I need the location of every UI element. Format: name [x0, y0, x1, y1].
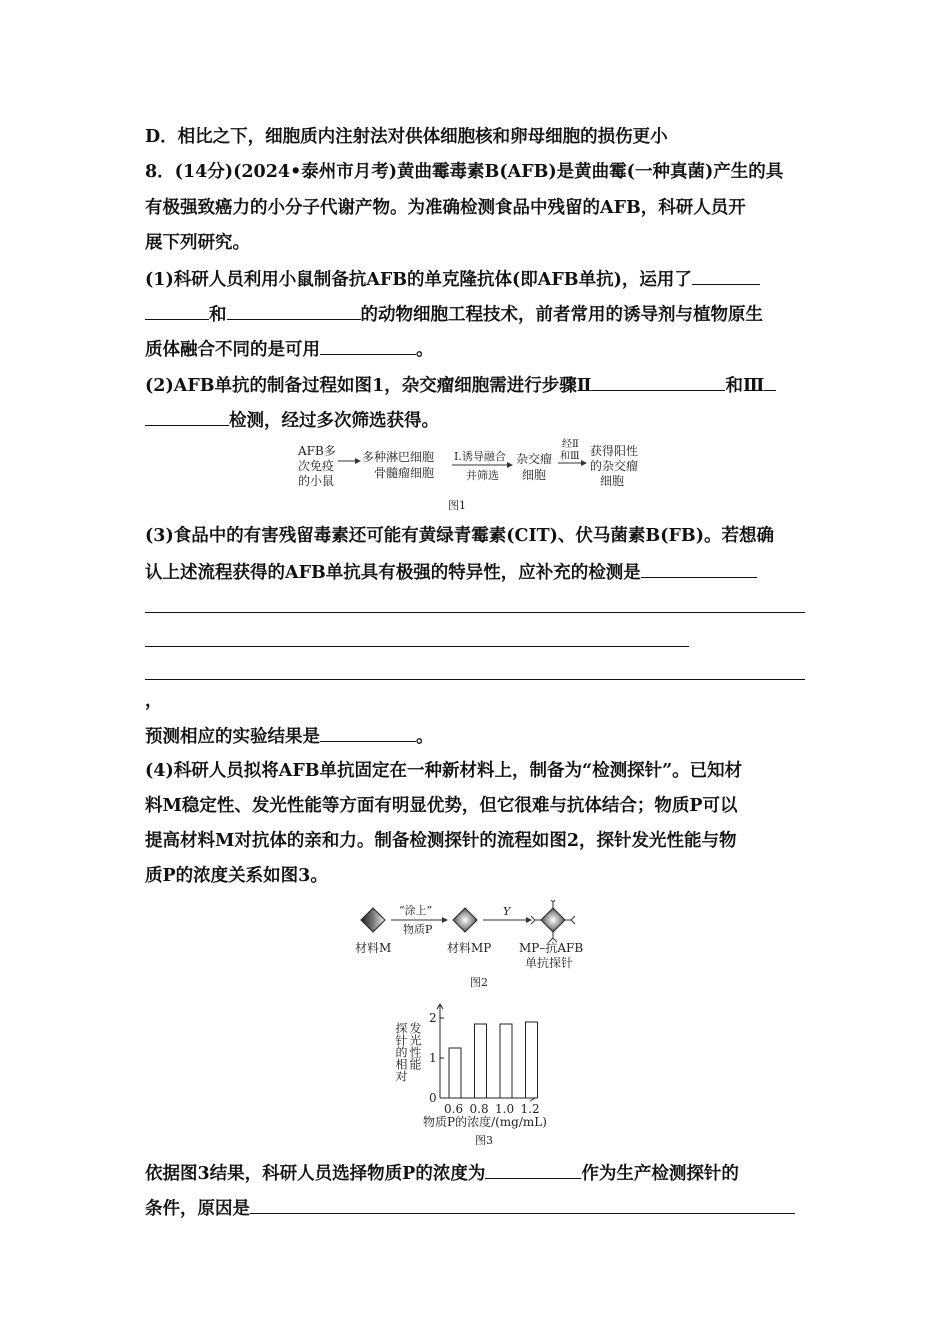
part-1-text-b: 的动物细胞工程技术，前者常用的诱导剂与植物原生	[360, 305, 763, 325]
probe-icon	[541, 908, 565, 932]
part-1-period: 。	[416, 340, 434, 360]
fig1-box4-line2: 的杂交瘤	[590, 459, 639, 473]
answer-blank-1b[interactable]	[145, 301, 209, 320]
x-tick-label-3: 1.2	[520, 1102, 540, 1116]
fig1-box4-line1: 获得阳性	[590, 444, 639, 458]
fig1-arrow-3-top-1: 经Ⅱ	[562, 439, 579, 450]
x-tick-label-1: 0.8	[469, 1102, 489, 1116]
material-m-icon	[361, 908, 385, 932]
fig1-caption: 图1	[448, 499, 466, 512]
question-8-stem-2: 有极强致癌力的小分子代谢产物。为准确检测食品中残留的AFB，科研人员开	[145, 198, 746, 218]
fig2-arrow-1-top: “涂上”	[399, 904, 433, 917]
part-2-line-2	[145, 407, 439, 433]
conclusion-text-c: 条件，原因是	[145, 1199, 250, 1219]
bar-1.0	[500, 1024, 512, 1098]
part-1-line-1	[145, 266, 760, 292]
fig1-box2-line1: 多种淋巴细胞	[362, 450, 435, 464]
figure-2-probe-flow	[355, 900, 595, 992]
x-tick-label-0: 0.6	[444, 1102, 464, 1116]
part-4-line-2: 料M稳定性、发光性能等方面有明显优势，但它很难与抗体结合；物质P可以	[145, 796, 738, 816]
y-axis-label-1: 发光性能	[408, 1022, 422, 1070]
fig1-arrow-2-bottom: 并筛选	[466, 469, 499, 482]
y-tick-label-2: 2	[429, 1011, 437, 1025]
answer-blank-3[interactable]	[320, 336, 416, 355]
answer-blank-7[interactable]	[320, 723, 416, 742]
chart-caption: 图3	[475, 1134, 493, 1147]
answer-blank-6c[interactable]	[145, 646, 689, 647]
part-3-text-a: 认上述流程获得的AFB单抗具有极强的特异性，应补充的检测是	[145, 563, 641, 583]
answer-blank-9[interactable]	[250, 1195, 795, 1214]
fig1-box1-line1: AFB多	[298, 444, 336, 458]
part-3-text-b: 预测相应的实验结果是	[145, 727, 320, 747]
part-2-line-1	[145, 372, 776, 398]
conclusion-text-b: 作为生产检测探针的	[581, 1164, 739, 1184]
answer-blank-2[interactable]	[227, 301, 361, 320]
part-2-text-c: 检测，经过多次筛选获得。	[229, 411, 439, 431]
answer-blank-1a[interactable]	[692, 266, 760, 285]
fig2-arrow-2-top: Y	[503, 905, 511, 918]
part-4-line-3: 提高材料M对抗体的亲和力。制备检测探针的流程如图2，探针发光性能与物	[145, 831, 737, 851]
fig1-box2-line2: 骨髓瘤细胞	[374, 466, 435, 480]
bar-0.6	[449, 1048, 461, 1098]
y-tick-label-1: 1	[429, 1051, 437, 1065]
part-2-text-b: 和Ⅲ	[725, 376, 765, 396]
fig1-box1-line3: 的小鼠	[298, 474, 335, 488]
part-1-line-3	[145, 336, 434, 362]
y-axis-label-0: 探针的相对	[394, 1022, 408, 1082]
figure-1-flowchart	[290, 437, 660, 515]
part-3-comma: ，	[145, 691, 163, 711]
fig1-box3-line1: 杂交瘤	[516, 452, 553, 466]
fig1-box4-line3: 细胞	[600, 474, 625, 488]
x-axis-label: 物质P的浓度/(mg/mL)	[423, 1115, 547, 1129]
fig2-label-probe-1: MP–抗AFB	[519, 941, 584, 955]
part-1-line-2	[145, 301, 763, 327]
part-4-line-1: (4)科研人员拟将AFB单抗固定在一种新材料上，制备为“检测探针”。已知材	[145, 761, 743, 781]
bar-1.2	[526, 1022, 538, 1098]
part-1-text-and: 和	[209, 305, 227, 325]
part-1-text-c: 质体融合不同的是可用	[145, 340, 320, 360]
part-2-text-a: (2)AFB单抗的制备过程如图1，杂交瘤细胞需进行步骤Ⅱ	[145, 376, 592, 396]
answer-blank-6a[interactable]	[641, 559, 757, 578]
bar-0.8	[475, 1024, 487, 1098]
question-8-stem-3: 展下列研究。	[145, 233, 250, 253]
fig2-caption: 图2	[470, 976, 488, 989]
fig1-box3-line2: 细胞	[522, 468, 547, 482]
fig1-arrow-2-top: I.诱导融合	[454, 450, 506, 463]
part-1-text-a: (1)科研人员利用小鼠制备抗AFB的单克隆抗体(即AFB单抗)，运用了	[145, 270, 692, 290]
figure-3-bar-chart	[385, 998, 565, 1150]
fig2-label-probe-2: 单抗探针	[525, 956, 574, 970]
part-3-period: 。	[416, 727, 434, 747]
option-d: D．相比之下，细胞质内注射法对供体细胞核和卵母细胞的损伤更小	[145, 127, 668, 147]
x-tick-label-2: 1.0	[495, 1102, 515, 1116]
part-4-line-4: 质P的浓度关系如图3。	[145, 866, 328, 886]
fig1-box1-line2: 次免疫	[298, 459, 335, 473]
conclusion-text-a: 依据图3结果，科研人员选择物质P的浓度为	[145, 1164, 486, 1184]
material-mp-icon	[453, 908, 477, 932]
question-8-stem-1: 8．(14分)(2024•泰州市月考)黄曲霉毒素B(AFB)是黄曲霉(一种真菌)产生的具	[145, 162, 784, 182]
part-3-line-3	[145, 723, 434, 749]
conclusion-line-2	[145, 1195, 795, 1221]
part-3-line-1: (3)食品中的有害残留毒素还可能有黄绿青霉素(CIT)、伏马菌素B(FB)。若想确	[145, 526, 774, 546]
fig1-arrow-3-top-2: 和Ⅲ	[560, 451, 580, 462]
answer-blank-5a[interactable]	[764, 372, 776, 391]
fig2-label-m: 材料M	[355, 941, 392, 955]
y-tick-label-0: 0	[429, 1091, 437, 1105]
part-3-line-2	[145, 559, 757, 585]
answer-blank-6b[interactable]	[145, 612, 805, 613]
conclusion-line-1	[145, 1160, 739, 1186]
answer-blank-8[interactable]	[485, 1160, 581, 1179]
answer-blank-6d[interactable]	[145, 679, 805, 680]
fig2-arrow-1-bottom: 物质P	[403, 923, 433, 936]
answer-blank-4[interactable]	[591, 372, 725, 391]
fig2-label-mp: 材料MP	[447, 941, 492, 955]
answer-blank-5b[interactable]	[145, 407, 229, 426]
